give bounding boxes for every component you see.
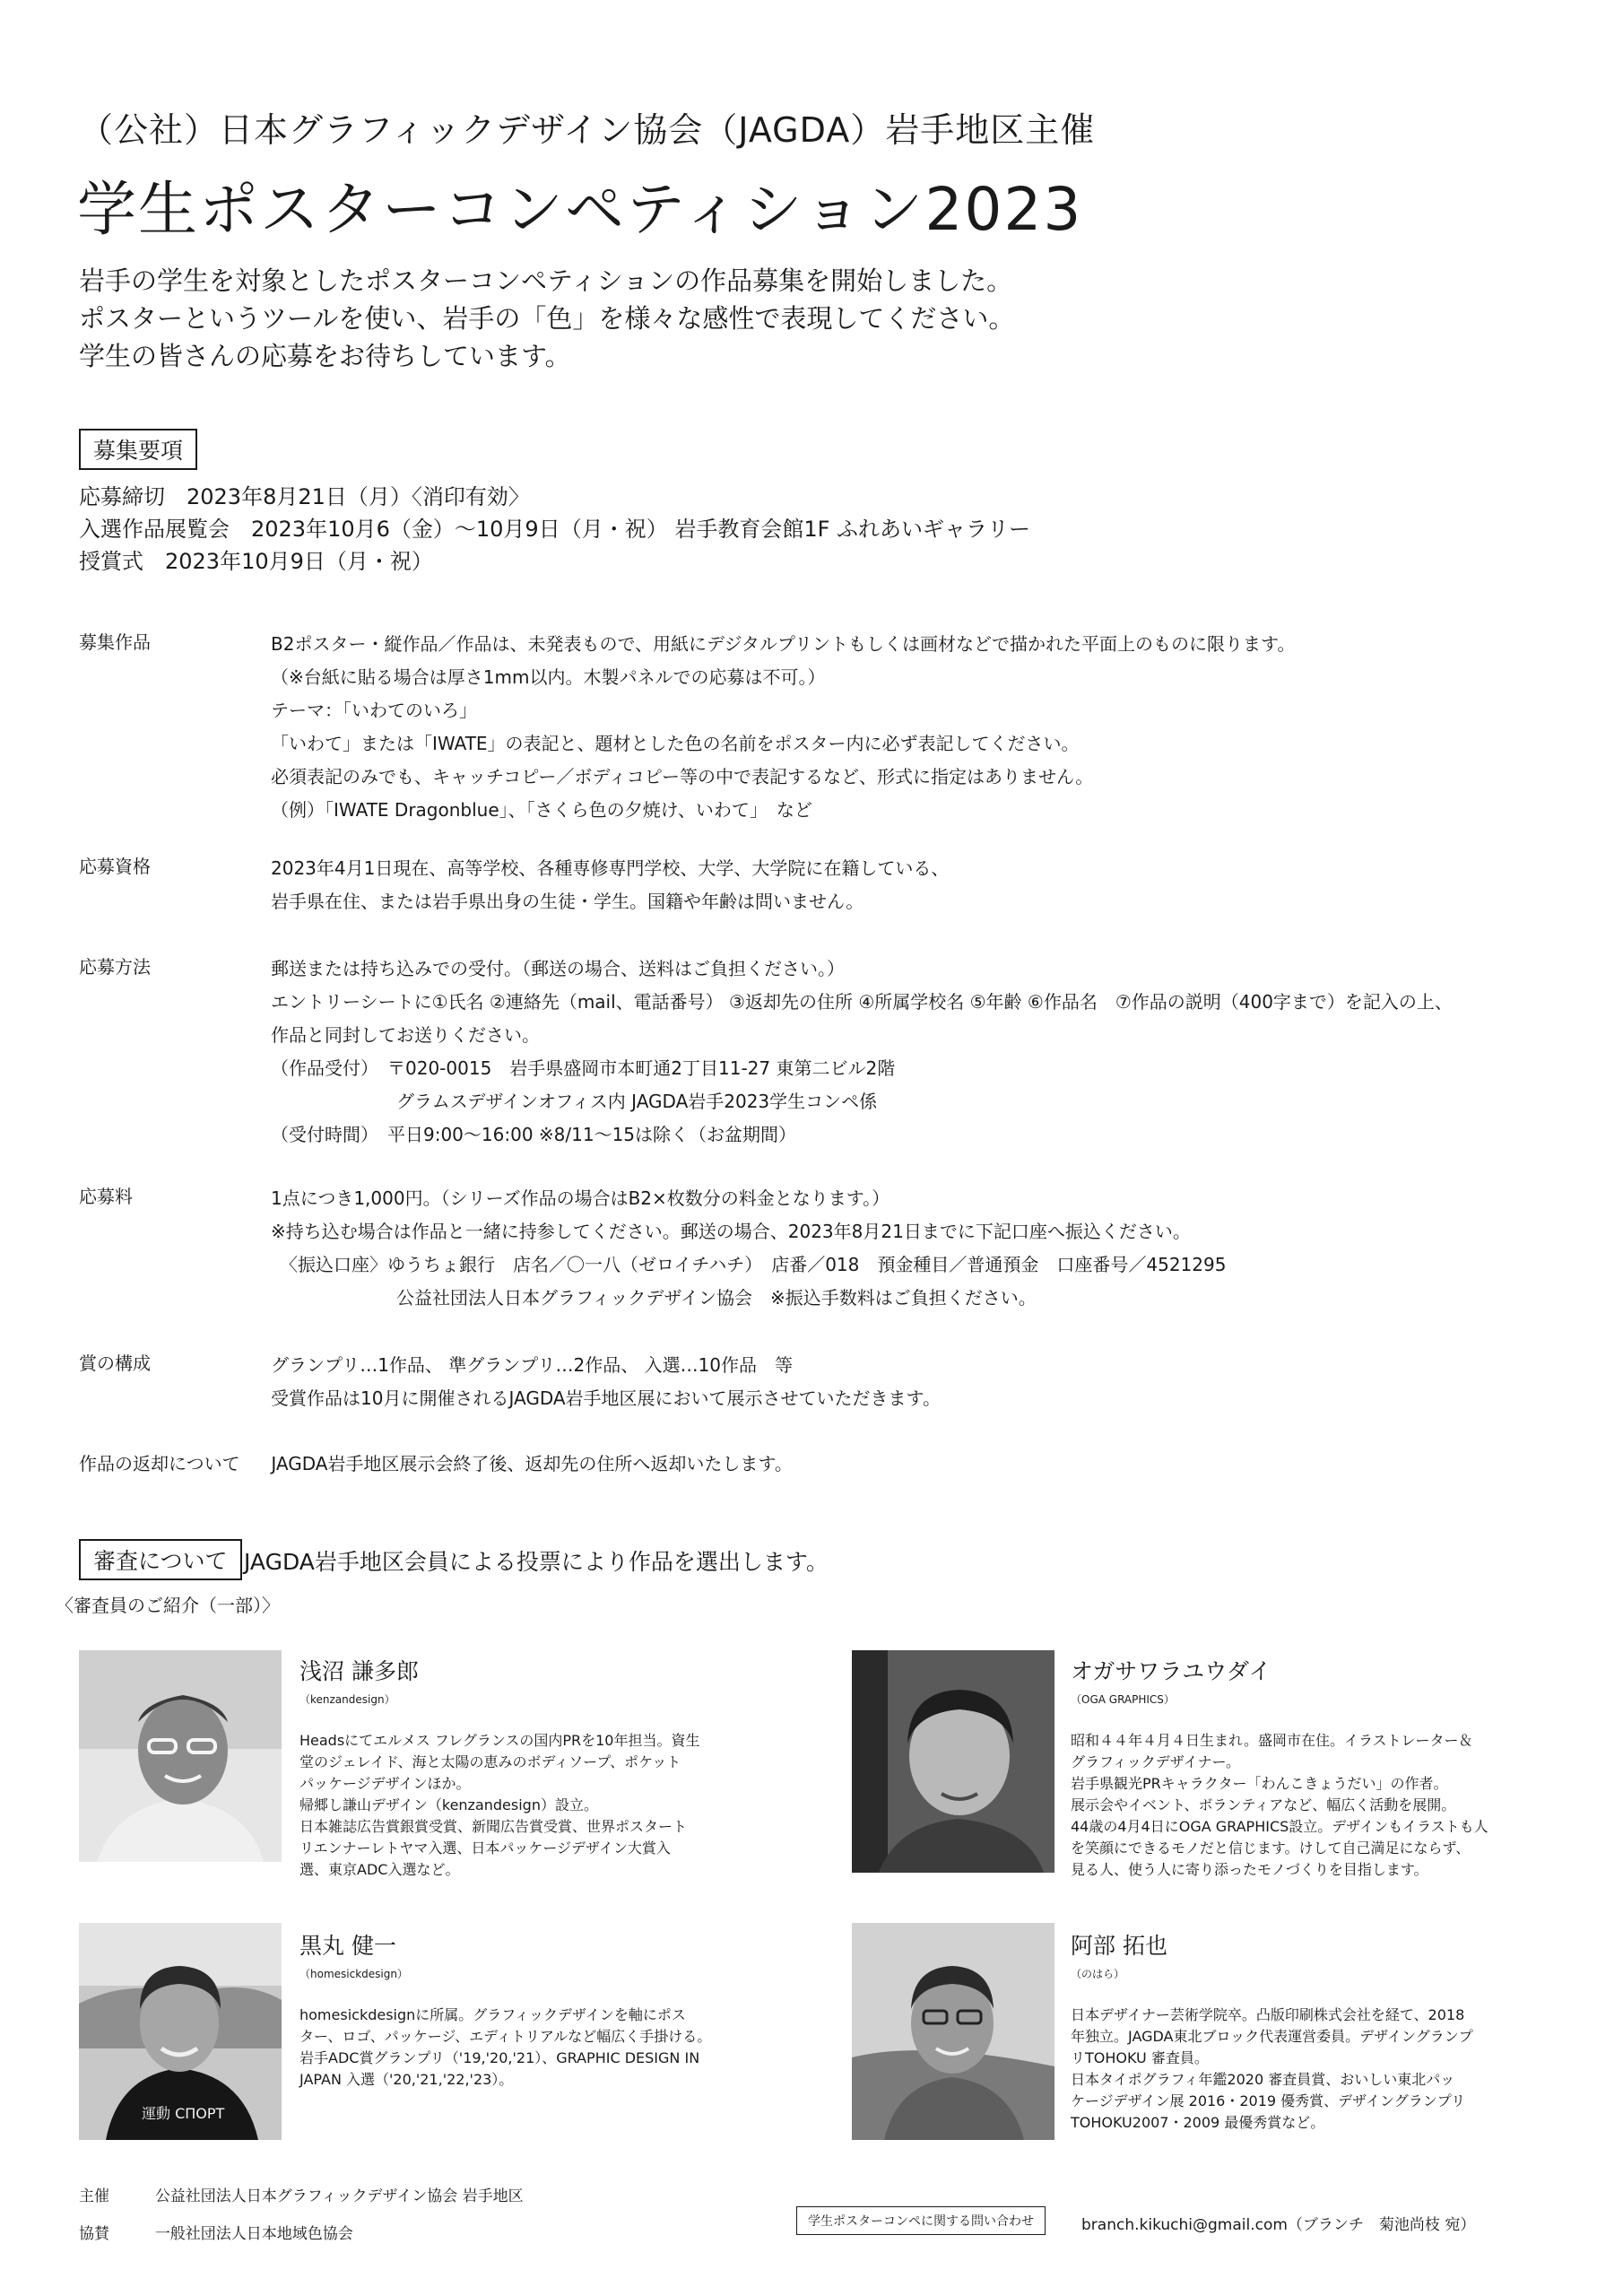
judge-bio-line: 年独立。JAGDA東北ブロック代表運営委員。デザイングランプ bbox=[1071, 2028, 1473, 2045]
footer-host bbox=[79, 2183, 524, 2205]
judge-bio-line: 選、東京ADC入選など。 bbox=[299, 1861, 460, 1878]
host-label: 主催 bbox=[79, 2187, 109, 2205]
judge-bio-line: パッケージデザインほか。 bbox=[299, 1775, 471, 1792]
portrait-icon bbox=[852, 1650, 1055, 1873]
judge-bio-line: リTOHOKU 審査員。 bbox=[1071, 2049, 1209, 2066]
section-label: 応募方法 bbox=[79, 956, 151, 978]
support-label: 協賛 bbox=[79, 2225, 109, 2243]
intro-text bbox=[79, 262, 1014, 375]
judge-bio-line: 見る人、使う人に寄り添ったモノづくりを目指します。 bbox=[1071, 1861, 1428, 1878]
judge-photo bbox=[852, 1923, 1055, 2140]
section-body bbox=[271, 1349, 941, 1415]
section-line: 「いわて」または「IWATE」の表記と、題材とした色の名前をポスター内に必ず表記してください。 bbox=[271, 733, 1080, 754]
judge-affiliation: （のはら） bbox=[1071, 1968, 1125, 1980]
section-line: （作品受付） 〒020-0015 岩手県盛岡市本町通2丁目11-27 東第二ビル2階 bbox=[271, 1057, 896, 1079]
intro-line: ポスターというツールを使い、岩手の「色」を様々な感性で表現してください。 bbox=[79, 303, 1015, 334]
judge-bio-line: 44歳の4月4日にOGA GRAPHICS設立。デザインもイラストも人 bbox=[1071, 1818, 1488, 1835]
section-line: （例）「IWATE Dragonblue」、「さくら色の夕焼け、いわて」 など bbox=[271, 799, 812, 821]
judge-bio-line: Headsにてエルメス フレグランスの国内PRを10年担当。資生 bbox=[299, 1732, 700, 1749]
judge-bio-line: 岩手県観光PRキャラクター「わんこきょうだい」の作者。 bbox=[1071, 1775, 1448, 1792]
section-line: B2ポスター・縦作品／作品は、未発表もので、用紙にデジタルプリントもしくは画材などで描かれた平面上のものに限ります。 bbox=[271, 633, 1296, 655]
judge-bio-line: 昭和４４年４月４日生まれ。盛岡市在住。イラストレーター＆ bbox=[1071, 1732, 1473, 1749]
judge-info bbox=[1071, 1928, 1555, 2134]
judge-name: オガサワラユウダイ bbox=[1071, 1658, 1271, 1684]
judge-affiliation: （homesickdesign） bbox=[299, 1968, 408, 1980]
intro-line: 岩手の学生を対象としたポスターコンペティションの作品募集を開始しました。 bbox=[79, 265, 1013, 296]
section-line: グラムスデザインオフィス内 JAGDA岩手2023学生コンペ係 bbox=[271, 1091, 878, 1112]
intro-line: 学生の皆さんの応募をお待ちしています。 bbox=[79, 341, 571, 371]
judging-heading: 審査について bbox=[79, 1539, 242, 1580]
judge-bio-line: 展示会やイベント、ボランティアなど、幅広く活動を展開。 bbox=[1071, 1796, 1456, 1813]
section-body bbox=[271, 628, 1295, 827]
section-body bbox=[271, 852, 949, 918]
section-fee bbox=[79, 1182, 1549, 1326]
judge-name: 浅沼 謙多郎 bbox=[299, 1658, 419, 1684]
judge-bio-line: 日本雑誌広告賞銀賞受賞、新聞広告賞受賞、世界ポスタート bbox=[299, 1818, 688, 1835]
section-awards bbox=[79, 1349, 1549, 1421]
organizer-line: （公社）日本グラフィックデザイン協会（JAGDA）岩手地区主催 bbox=[79, 110, 1096, 150]
guidelines-heading: 募集要項 bbox=[79, 429, 197, 470]
judge-bio bbox=[299, 2005, 784, 2091]
section-line: 郵送または持ち込みでの受付。（郵送の場合、送料はご負担ください。） bbox=[271, 958, 845, 979]
contact-label-box: 学生ポスターコンペに関する問い合わせ bbox=[796, 2206, 1046, 2235]
judge-affiliation: （OGA GRAPHICS） bbox=[1071, 1693, 1175, 1706]
section-line: 2023年4月1日現在、高等学校、各種専修専門学校、大学、大学院に在籍している、 bbox=[271, 857, 950, 879]
judge-bio bbox=[1071, 1730, 1555, 1881]
guidelines-heading-wrap bbox=[79, 429, 197, 470]
key-date-deadline: 応募締切 2023年8月21日（月）〈消印有効〉 bbox=[79, 484, 530, 509]
section-line: エントリーシートに①氏名 ②連絡先（mail、電話番号） ③返却先の住所 ④所属学校名 ⑤年齢 ⑥作品名 ⑦作品の説明（400字まで）を記入の上、 bbox=[271, 991, 1453, 1013]
judge-info bbox=[1071, 1654, 1555, 1881]
judge-bio-line: リエンナーレトヤマ入選、日本パッケージデザイン大賞入 bbox=[299, 1839, 671, 1857]
judge-photo bbox=[79, 1650, 282, 1862]
key-dates bbox=[79, 481, 1030, 578]
section-line: グランプリ…1作品、 準グランプリ…2作品、 入選…10作品 等 bbox=[271, 1354, 794, 1376]
judge-name: 黒丸 健一 bbox=[299, 1933, 396, 1959]
judging-text: JAGDA岩手地区会員による投票により作品を選出します。 bbox=[244, 1549, 829, 1575]
judge-photo bbox=[852, 1650, 1055, 1873]
judge-info bbox=[299, 1928, 784, 2091]
contact-email[interactable]: branch.kikuchi@gmail.com（ブランチ 菊池尚枝 宛） bbox=[1081, 2216, 1476, 2234]
section-line: 必須表記のみでも、キャッチコピー／ボディコピー等の中で表記するなど、形式に指定はありません。 bbox=[271, 766, 1094, 787]
judge-bio-line: ター、ロゴ、パッケージ、エディトリアルなど幅広く手掛ける。 bbox=[299, 2028, 712, 2045]
judge-bio-line: グラフィックデザイナー。 bbox=[1071, 1753, 1240, 1770]
host-value: 公益社団法人日本グラフィックデザイン協会 岩手地区 bbox=[154, 2187, 524, 2205]
portrait-icon bbox=[852, 1923, 1055, 2140]
section-label: 応募資格 bbox=[79, 856, 151, 877]
judge-bio bbox=[299, 1730, 784, 1881]
page-title: 学生ポスターコンペティション2023 bbox=[77, 175, 1083, 244]
section-method bbox=[79, 952, 1549, 1159]
judge-bio-line: JAPAN 入選（'20,'21,'22,'23）。 bbox=[299, 2071, 514, 2088]
judge-bio-line: ケージデザイン展 2016・2019 優秀賞、デザイングランプリ bbox=[1071, 2092, 1466, 2109]
judge-name: 阿部 拓也 bbox=[1071, 1933, 1167, 1959]
section-line: 〈振込口座〉ゆうちょ銀行 店名／〇一八（ゼロイチハチ） 店番／018 預金種目／普通預金 口座番号／4521295 bbox=[271, 1254, 1227, 1275]
judge-bio-line: homesickdesignに所属。グラフィックデザインを軸にポス bbox=[299, 2006, 686, 2023]
judge-bio-line: 堂のジェレイド、海と太陽の恵みのボディソープ、ポケット bbox=[299, 1753, 681, 1770]
judge-bio bbox=[1071, 2005, 1555, 2134]
footer-support bbox=[79, 2221, 353, 2243]
judge-bio-line: 日本デザイナー芸術学院卒。凸版印刷株式会社を経て、2018 bbox=[1071, 2006, 1465, 2023]
section-label: 募集作品 bbox=[79, 631, 151, 653]
section-line: 岩手県在住、または岩手県出身の生徒・学生。国籍や年齢は問いません。 bbox=[271, 891, 864, 912]
judge-info bbox=[299, 1654, 784, 1881]
shirt-text: 運動 СПОРТ bbox=[142, 2105, 225, 2122]
judge-photo bbox=[79, 1923, 282, 2140]
judge-bio-line: 日本タイポグラフィ年鑑2020 審査員賞、おいしい東北パッ bbox=[1071, 2071, 1455, 2088]
section-eligibility bbox=[79, 852, 1549, 924]
section-line: 公益社団法人日本グラフィックデザイン協会 ※振込手数料はご負担ください。 bbox=[271, 1287, 1037, 1309]
judging-heading-wrap bbox=[79, 1539, 242, 1580]
judge-bio-line: を笑顔にできるモノだと信じます。けして自己満足にならず、 bbox=[1071, 1839, 1471, 1857]
section-works bbox=[79, 628, 1549, 834]
judge-bio-line: 岩手ADC賞グランプリ（'19,'20,'21）、GRAPHIC DESIGN IN bbox=[299, 2049, 700, 2066]
section-line: （受付時間） 平日9:00〜16:00 ※8/11〜15は除く（お盆期間） bbox=[271, 1124, 797, 1145]
section-label: 賞の構成 bbox=[79, 1352, 151, 1374]
key-date-ceremony: 授賞式 2023年10月9日（月・祝） bbox=[79, 549, 433, 574]
key-date-exhibition: 入選作品展覧会 2023年10月6（金）〜10月9日（月・祝） 岩手教育会館1F ふれあいギャラリー bbox=[79, 517, 1031, 542]
return-label: 作品の返却について bbox=[79, 1453, 240, 1474]
section-body bbox=[271, 1182, 1226, 1315]
judge-bio-line: 帰郷し謙山デザイン（kenzandesign）設立。 bbox=[299, 1796, 598, 1813]
section-label: 応募料 bbox=[79, 1186, 133, 1207]
section-line: （※台紙に貼る場合は厚さ1mm以内。木製パネルでの応募は不可。） bbox=[271, 666, 826, 688]
judge-affiliation: （kenzandesign） bbox=[299, 1693, 395, 1706]
judges-intro: 〈審査員のご紹介（一部）〉 bbox=[56, 1595, 280, 1616]
section-line: 受賞作品は10月に開催されるJAGDA岩手地区展において展示させていただきます。 bbox=[271, 1387, 941, 1409]
return-row bbox=[79, 1449, 793, 1475]
judge-bio-line: TOHOKU2007・2009 最優秀賞など。 bbox=[1071, 2114, 1325, 2131]
section-line: 作品と同封してお送りください。 bbox=[271, 1024, 540, 1046]
portrait-icon bbox=[79, 1650, 282, 1862]
return-text: JAGDA岩手地区展示会終了後、返却先の住所へ返却いたします。 bbox=[271, 1453, 793, 1474]
section-line: 1点につき1,000円。（シリーズ作品の場合はB2×枚数分の料金となります。） bbox=[271, 1187, 890, 1209]
portrait-icon bbox=[79, 1923, 282, 2140]
section-line: ※持ち込む場合は作品と一緒に持参してください。郵送の場合、2023年8月21日までに下記口座へ振込ください。 bbox=[271, 1221, 1191, 1242]
section-body bbox=[271, 952, 1453, 1152]
support-value: 一般社団法人日本地域色協会 bbox=[154, 2225, 353, 2243]
section-line: テーマ：「いわてのいろ」 bbox=[271, 700, 477, 721]
